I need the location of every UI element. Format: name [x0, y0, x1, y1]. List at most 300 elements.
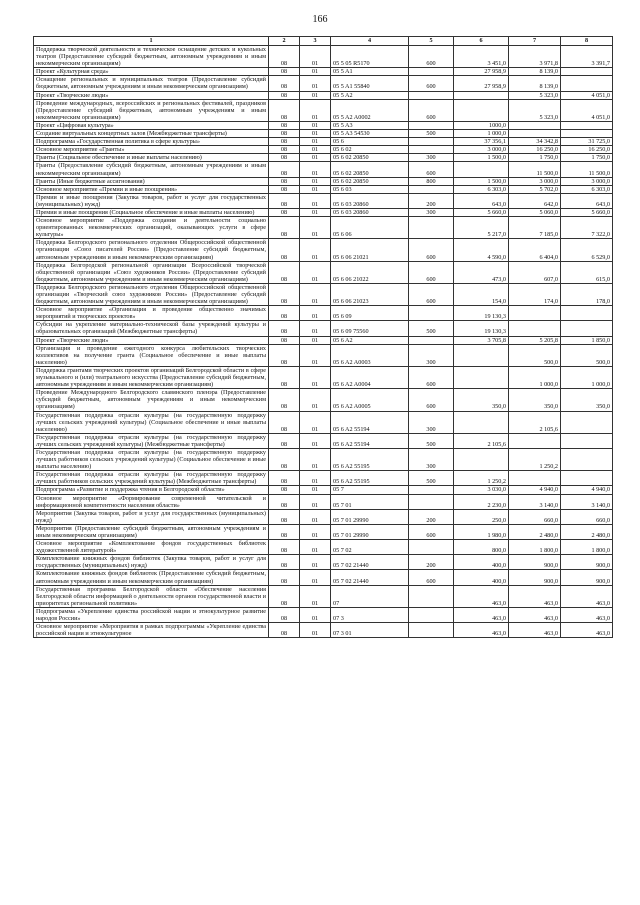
target-article-cell: 05 7: [331, 486, 409, 494]
expense-type-cell: [409, 494, 454, 509]
amount-year2-cell: 5 702,0: [509, 185, 561, 193]
target-article-cell: 05 6 02 20850: [331, 162, 409, 177]
subsection-cell: 01: [300, 524, 331, 539]
subsection-cell: 01: [300, 217, 331, 239]
amount-year1-cell: 463,0: [454, 585, 509, 607]
subsection-cell: 01: [300, 91, 331, 99]
expense-type-cell: 600: [409, 76, 454, 91]
table-row: [34, 524, 613, 539]
amount-year3-cell: 4 051,0: [561, 99, 613, 121]
amount-year3-cell: 1 750,0: [561, 154, 613, 162]
table-row: [34, 555, 613, 570]
table-body: [34, 46, 613, 638]
amount-year3-cell: 660,0: [561, 509, 613, 524]
amount-year3-cell: [561, 433, 613, 448]
amount-year3-cell: 463,0: [561, 623, 613, 638]
amount-year1-cell: 3 705,8: [454, 336, 509, 344]
amount-year2-cell: 11 500,0: [509, 162, 561, 177]
section-cell: 08: [269, 448, 300, 470]
amount-year1-cell: 463,0: [454, 623, 509, 638]
amount-year2-cell: 463,0: [509, 607, 561, 622]
section-cell: 08: [269, 283, 300, 305]
expense-type-cell: [409, 138, 454, 146]
amount-year3-cell: 6 529,0: [561, 239, 613, 261]
amount-year1-cell: 27 958,9: [454, 76, 509, 91]
amount-year3-cell: 4 940,0: [561, 486, 613, 494]
amount-year1-cell: 643,0: [454, 193, 509, 208]
section-cell: 08: [269, 162, 300, 177]
subsection-cell: 01: [300, 607, 331, 622]
section-cell: 08: [269, 555, 300, 570]
section-cell: 08: [269, 344, 300, 366]
subsection-cell: 01: [300, 193, 331, 208]
expense-type-cell: [409, 486, 454, 494]
amount-year3-cell: [561, 130, 613, 138]
amount-year3-cell: 3 000,0: [561, 177, 613, 185]
row-name-cell: Поддержка Белгородского регионального отделения Общероссийской общественной организации «Творческий союз художников России» (Предоставление субсидий бюджетным, автономным учреждениям и иным некоммерческим организациям): [34, 283, 269, 305]
amount-year3-cell: 5 660,0: [561, 208, 613, 216]
subsection-cell: 01: [300, 162, 331, 177]
amount-year2-cell: 1 800,0: [509, 540, 561, 555]
target-article-cell: 05 6: [331, 138, 409, 146]
subsection-cell: 01: [300, 261, 331, 283]
target-article-cell: 05 6 09 75560: [331, 321, 409, 336]
amount-year3-cell: 615,0: [561, 261, 613, 283]
table-row: [34, 366, 613, 388]
subsection-cell: 01: [300, 623, 331, 638]
section-cell: 08: [269, 540, 300, 555]
row-name-cell: Основное мероприятие «Поддержка создания и деятельности социально ориентированных некоммерческих организаций, оказывающих услуги в сфере культуры»: [34, 217, 269, 239]
row-name-cell: Государственная поддержка отрасли культуры (на государственную поддержку лучших сельских учреждений культуры) (Социальное обеспечение и иные выплаты населению): [34, 411, 269, 433]
amount-year2-cell: 1 750,0: [509, 154, 561, 162]
amount-year1-cell: 2 230,0: [454, 494, 509, 509]
target-article-cell: 05 6 06 21023: [331, 283, 409, 305]
table-row: [34, 471, 613, 486]
table-row: [34, 68, 613, 76]
table-row: [34, 130, 613, 138]
amount-year1-cell: 1 500,0: [454, 154, 509, 162]
budget-table: [33, 36, 613, 638]
table-row: [34, 389, 613, 411]
amount-year2-cell: 607,0: [509, 261, 561, 283]
expense-type-cell: [409, 68, 454, 76]
amount-year3-cell: [561, 306, 613, 321]
table-row: [34, 570, 613, 585]
table-row: [34, 208, 613, 216]
amount-year1-cell: 6 303,0: [454, 185, 509, 193]
expense-type-cell: 500: [409, 471, 454, 486]
row-name-cell: Комплектование книжных фондов библиотек (Закупка товаров, работ и услуг для государственных (муниципальных) нужд): [34, 555, 269, 570]
section-cell: 08: [269, 306, 300, 321]
section-cell: 08: [269, 411, 300, 433]
amount-year2-cell: [509, 321, 561, 336]
table-row: [34, 177, 613, 185]
table-row: [34, 138, 613, 146]
section-cell: 08: [269, 154, 300, 162]
target-article-cell: 05 6 A2 55194: [331, 411, 409, 433]
subsection-cell: 01: [300, 509, 331, 524]
subsection-cell: 01: [300, 121, 331, 129]
amount-year3-cell: 1 850,0: [561, 336, 613, 344]
expense-type-cell: [409, 121, 454, 129]
target-article-cell: 05 6 02: [331, 146, 409, 154]
expense-type-cell: [409, 623, 454, 638]
expense-type-cell: 300: [409, 154, 454, 162]
row-name-cell: Основное мероприятие «Комплектование фондов государственных библиотек художественной литературой»: [34, 540, 269, 555]
amount-year1-cell: 3 451,0: [454, 46, 509, 68]
expense-type-cell: 600: [409, 162, 454, 177]
amount-year1-cell: 350,0: [454, 389, 509, 411]
section-cell: 08: [269, 471, 300, 486]
row-name-cell: Оснащение региональных и муниципальных театров (Предоставление субсидий бюджетным, автономным учреждениям и иным некоммерческим организациям): [34, 76, 269, 91]
amount-year3-cell: 16 250,0: [561, 146, 613, 154]
section-cell: 08: [269, 524, 300, 539]
table-row: [34, 321, 613, 336]
expense-type-cell: [409, 217, 454, 239]
table-row: [34, 623, 613, 638]
amount-year2-cell: 1 000,0: [509, 366, 561, 388]
amount-year2-cell: 6 404,0: [509, 239, 561, 261]
amount-year1-cell: 27 958,9: [454, 68, 509, 76]
expense-type-cell: 200: [409, 509, 454, 524]
row-name-cell: Проведение международных, всероссийских и региональных фестивалей, праздников (Предоставление субсидий бюджетным, автономным учреждениям и иным некоммерческим организациям): [34, 99, 269, 121]
table-row: [34, 607, 613, 622]
amount-year2-cell: 3 971,8: [509, 46, 561, 68]
amount-year1-cell: [454, 366, 509, 388]
target-article-cell: 05 6 02 20850: [331, 177, 409, 185]
header-cell: 3: [300, 37, 331, 46]
table-row: [34, 217, 613, 239]
row-name-cell: Проект «Творческие люди»: [34, 336, 269, 344]
table-row: [34, 185, 613, 193]
amount-year1-cell: [454, 91, 509, 99]
amount-year1-cell: 1 500,0: [454, 177, 509, 185]
amount-year1-cell: [454, 99, 509, 121]
amount-year2-cell: 16 250,0: [509, 146, 561, 154]
amount-year3-cell: 1 000,0: [561, 366, 613, 388]
amount-year3-cell: 3 391,7: [561, 46, 613, 68]
subsection-cell: 01: [300, 344, 331, 366]
section-cell: 08: [269, 68, 300, 76]
subsection-cell: 01: [300, 486, 331, 494]
expense-type-cell: [409, 585, 454, 607]
row-name-cell: Подпрограмма «Укрепление единства российской нации и этнокультурное развитие народов России»: [34, 607, 269, 622]
row-name-cell: Проект «Цифровая культура»: [34, 121, 269, 129]
target-article-cell: 05 5 A3: [331, 121, 409, 129]
amount-year1-cell: [454, 448, 509, 470]
table-row: [34, 585, 613, 607]
expense-type-cell: 600: [409, 239, 454, 261]
amount-year2-cell: [509, 471, 561, 486]
amount-year1-cell: [454, 162, 509, 177]
section-cell: 08: [269, 121, 300, 129]
table-row: [34, 261, 613, 283]
subsection-cell: 01: [300, 177, 331, 185]
row-name-cell: Гранты (Предоставление субсидий бюджетным, автономным учреждениям и иным некоммерческим организациям): [34, 162, 269, 177]
amount-year2-cell: 2 105,6: [509, 411, 561, 433]
amount-year1-cell: 1 000,0: [454, 130, 509, 138]
table-row: [34, 162, 613, 177]
amount-year2-cell: 350,0: [509, 389, 561, 411]
section-cell: 08: [269, 146, 300, 154]
expense-type-cell: 600: [409, 389, 454, 411]
row-name-cell: Проект «Культурная среда»: [34, 68, 269, 76]
amount-year2-cell: [509, 121, 561, 129]
amount-year2-cell: 7 185,0: [509, 217, 561, 239]
target-article-cell: 05 6 A2: [331, 336, 409, 344]
row-name-cell: Поддержка творческой деятельности и техническое оснащение детских и кукольных театров (Предоставление субсидий бюджетным, автономным учреждениям и иным некоммерческим организациям): [34, 46, 269, 68]
amount-year2-cell: 2 480,0: [509, 524, 561, 539]
subsection-cell: 01: [300, 389, 331, 411]
target-article-cell: 05 6 A2 55194: [331, 433, 409, 448]
target-article-cell: 05 6 A2 55195: [331, 471, 409, 486]
target-article-cell: 05 6 03 20860: [331, 193, 409, 208]
target-article-cell: 07 3: [331, 607, 409, 622]
expense-type-cell: 500: [409, 130, 454, 138]
table-row: [34, 540, 613, 555]
table-row: [34, 411, 613, 433]
target-article-cell: 05 7 01: [331, 494, 409, 509]
row-name-cell: Подпрограмма «Развитие и поддержка чтения в Белгородской области»: [34, 486, 269, 494]
table-row: [34, 76, 613, 91]
section-cell: 08: [269, 321, 300, 336]
expense-type-cell: 600: [409, 46, 454, 68]
amount-year3-cell: 11 500,0: [561, 162, 613, 177]
table-row: [34, 486, 613, 494]
section-cell: 08: [269, 177, 300, 185]
amount-year2-cell: 463,0: [509, 585, 561, 607]
row-name-cell: Комплектование книжных фондов библиотек (Предоставление субсидий бюджетным, автономным учреждениям и иным некоммерческим организациям): [34, 570, 269, 585]
row-name-cell: Основное мероприятие «Мероприятия в рамках подпрограммы «Укрепление единства российской нации и этнокультурное: [34, 623, 269, 638]
expense-type-cell: 200: [409, 555, 454, 570]
row-name-cell: Государственная поддержка отрасли культуры (на государственную поддержку лучших работников сельских учреждений культуры) (Социальное обеспечение и иные выплаты населению): [34, 448, 269, 470]
amount-year1-cell: 19 130,3: [454, 321, 509, 336]
row-name-cell: Основное мероприятие «Организация и проведение общественно значимых мероприятий и творческих проектов»: [34, 306, 269, 321]
target-article-cell: 07 3 01: [331, 623, 409, 638]
row-name-cell: Государственная поддержка отрасли культуры (на государственную поддержку лучших сельских учреждений культуры) (Межбюджетные трансферты): [34, 433, 269, 448]
table-row: [34, 91, 613, 99]
amount-year1-cell: 5 217,0: [454, 217, 509, 239]
amount-year2-cell: 5 060,0: [509, 208, 561, 216]
amount-year3-cell: [561, 68, 613, 76]
target-article-cell: 05 6 03: [331, 185, 409, 193]
row-name-cell: Гранты (Иные бюджетные ассигнования): [34, 177, 269, 185]
amount-year3-cell: [561, 471, 613, 486]
table-row: [34, 336, 613, 344]
table-row: [34, 494, 613, 509]
row-name-cell: Гранты (Социальное обеспечение и иные выплаты населению): [34, 154, 269, 162]
section-cell: 08: [269, 336, 300, 344]
amount-year1-cell: 3 030,0: [454, 486, 509, 494]
amount-year1-cell: 463,0: [454, 607, 509, 622]
subsection-cell: 01: [300, 76, 331, 91]
amount-year3-cell: 500,0: [561, 344, 613, 366]
row-name-cell: Поддержка грантами творческих проектов организаций Белгородской области в сфере музыкального и (или) театрального искусства (Предоставление субсидий бюджетным, автономным учреждениям и иным некоммерческим организациям): [34, 366, 269, 388]
amount-year3-cell: 463,0: [561, 607, 613, 622]
target-article-cell: 05 7 02 21440: [331, 570, 409, 585]
expense-type-cell: 600: [409, 99, 454, 121]
amount-year2-cell: 5 323,0: [509, 99, 561, 121]
target-article-cell: 05 6 A2 55195: [331, 448, 409, 470]
subsection-cell: 01: [300, 366, 331, 388]
amount-year2-cell: [509, 130, 561, 138]
table-row: [34, 146, 613, 154]
subsection-cell: 01: [300, 471, 331, 486]
amount-year3-cell: 2 480,0: [561, 524, 613, 539]
amount-year2-cell: 34 342,8: [509, 138, 561, 146]
target-article-cell: 05 6 06 21022: [331, 261, 409, 283]
target-article-cell: 05 5 A1: [331, 68, 409, 76]
subsection-cell: 01: [300, 570, 331, 585]
expense-type-cell: [409, 306, 454, 321]
expense-type-cell: 200: [409, 193, 454, 208]
amount-year1-cell: 1000,0: [454, 121, 509, 129]
section-cell: 08: [269, 99, 300, 121]
amount-year2-cell: 174,0: [509, 283, 561, 305]
expense-type-cell: [409, 336, 454, 344]
amount-year2-cell: 8 139,0: [509, 68, 561, 76]
table-row: [34, 344, 613, 366]
amount-year2-cell: 3 000,0: [509, 177, 561, 185]
amount-year3-cell: 463,0: [561, 585, 613, 607]
target-article-cell: 05 7 01 29990: [331, 509, 409, 524]
target-article-cell: 05 6 06: [331, 217, 409, 239]
target-article-cell: 05 6 06 21021: [331, 239, 409, 261]
row-name-cell: Государственная программа Белгородской области «Обеспечение населения Белгородской области информацией о деятельности органов государственной власти и приоритетах региональной политики»: [34, 585, 269, 607]
section-cell: 08: [269, 366, 300, 388]
header-cell: 7: [509, 37, 561, 46]
row-name-cell: Подпрограмма «Государственная политика в сфере культуры»: [34, 138, 269, 146]
subsection-cell: 01: [300, 208, 331, 216]
subsection-cell: 01: [300, 130, 331, 138]
row-name-cell: Основное мероприятие «Формирование современной читательской и информационной компетентности населения области»: [34, 494, 269, 509]
amount-year3-cell: 31 725,0: [561, 138, 613, 146]
target-article-cell: 05 7 01 29990: [331, 524, 409, 539]
subsection-cell: 01: [300, 46, 331, 68]
section-cell: 08: [269, 585, 300, 607]
expense-type-cell: 600: [409, 524, 454, 539]
amount-year2-cell: [509, 306, 561, 321]
table-row: [34, 448, 613, 470]
section-cell: 08: [269, 46, 300, 68]
subsection-cell: 01: [300, 283, 331, 305]
header-cell: 2: [269, 37, 300, 46]
subsection-cell: 01: [300, 433, 331, 448]
section-cell: 08: [269, 193, 300, 208]
expense-type-cell: [409, 185, 454, 193]
section-cell: 08: [269, 389, 300, 411]
subsection-cell: 01: [300, 185, 331, 193]
header-row: [34, 37, 613, 46]
amount-year2-cell: 5 205,8: [509, 336, 561, 344]
table-row: [34, 239, 613, 261]
expense-type-cell: 600: [409, 261, 454, 283]
expense-type-cell: 500: [409, 433, 454, 448]
target-article-cell: 05 5 A2: [331, 91, 409, 99]
subsection-cell: 01: [300, 154, 331, 162]
amount-year2-cell: 3 140,0: [509, 494, 561, 509]
row-name-cell: Субсидии на укрепление материально-технической базы учреждений культуры и образовательных организаций (Межбюджетные трансферты): [34, 321, 269, 336]
row-name-cell: Основное мероприятие «Гранты»: [34, 146, 269, 154]
expense-type-cell: 300: [409, 344, 454, 366]
target-article-cell: 05 6 09: [331, 306, 409, 321]
row-name-cell: Основное мероприятие «Премии и иные поощрения»: [34, 185, 269, 193]
target-article-cell: 05 6 A2 A0004: [331, 366, 409, 388]
target-article-cell: 05 6 03 20860: [331, 208, 409, 216]
table-row: [34, 283, 613, 305]
amount-year1-cell: [454, 411, 509, 433]
amount-year3-cell: [561, 448, 613, 470]
expense-type-cell: [409, 607, 454, 622]
amount-year1-cell: 400,0: [454, 555, 509, 570]
amount-year3-cell: 1 800,0: [561, 540, 613, 555]
header-cell: 8: [561, 37, 613, 46]
expense-type-cell: 800: [409, 177, 454, 185]
amount-year1-cell: 400,0: [454, 570, 509, 585]
amount-year2-cell: [509, 433, 561, 448]
row-name-cell: Поддержка Белгородского регионального отделения Общероссийской общественной организации «Союз писателей России» (Предоставление субсидий бюджетным, автономным учреждениям и иным некоммерческим организациям): [34, 239, 269, 261]
target-article-cell: 05 5 05 R5170: [331, 46, 409, 68]
target-article-cell: 07: [331, 585, 409, 607]
amount-year1-cell: [454, 344, 509, 366]
row-name-cell: Проект «Творческие люди»: [34, 91, 269, 99]
expense-type-cell: 600: [409, 366, 454, 388]
amount-year2-cell: 1 250,2: [509, 448, 561, 470]
target-article-cell: 05 6 02 20850: [331, 154, 409, 162]
amount-year3-cell: 900,0: [561, 570, 613, 585]
section-cell: 08: [269, 239, 300, 261]
expense-type-cell: 300: [409, 208, 454, 216]
subsection-cell: 01: [300, 448, 331, 470]
expense-type-cell: 600: [409, 570, 454, 585]
expense-type-cell: [409, 540, 454, 555]
amount-year1-cell: 250,0: [454, 509, 509, 524]
subsection-cell: 01: [300, 585, 331, 607]
subsection-cell: 01: [300, 555, 331, 570]
table-row: [34, 121, 613, 129]
amount-year3-cell: 6 303,0: [561, 185, 613, 193]
subsection-cell: 01: [300, 146, 331, 154]
subsection-cell: 01: [300, 239, 331, 261]
section-cell: 08: [269, 261, 300, 283]
target-article-cell: 05 6 A2 A0003: [331, 344, 409, 366]
amount-year2-cell: 5 323,0: [509, 91, 561, 99]
amount-year1-cell: 2 105,6: [454, 433, 509, 448]
table-row: [34, 154, 613, 162]
row-name-cell: Создание виртуальных концертных залов (Межбюджетные трансферты): [34, 130, 269, 138]
amount-year3-cell: [561, 321, 613, 336]
amount-year3-cell: 900,0: [561, 555, 613, 570]
amount-year1-cell: 19 130,3: [454, 306, 509, 321]
amount-year3-cell: [561, 411, 613, 433]
amount-year1-cell: 473,0: [454, 261, 509, 283]
table-row: [34, 509, 613, 524]
expense-type-cell: [409, 91, 454, 99]
section-cell: 08: [269, 185, 300, 193]
amount-year1-cell: 1 250,2: [454, 471, 509, 486]
amount-year2-cell: 4 940,0: [509, 486, 561, 494]
subsection-cell: 01: [300, 494, 331, 509]
amount-year1-cell: 37 356,1: [454, 138, 509, 146]
amount-year3-cell: 3 140,0: [561, 494, 613, 509]
table-row: [34, 193, 613, 208]
row-name-cell: Государственная поддержка отрасли культуры (на государственную поддержку лучших работников сельских учреждений культуры) (Межбюджетные трансферты): [34, 471, 269, 486]
target-article-cell: 05 5 A2 A0002: [331, 99, 409, 121]
section-cell: 08: [269, 623, 300, 638]
header-cell: 1: [34, 37, 269, 46]
row-name-cell: Премии и иные поощрения (Закупка товаров, работ и услуг для государственных (муниципальных) нужд): [34, 193, 269, 208]
header-cell: 6: [454, 37, 509, 46]
